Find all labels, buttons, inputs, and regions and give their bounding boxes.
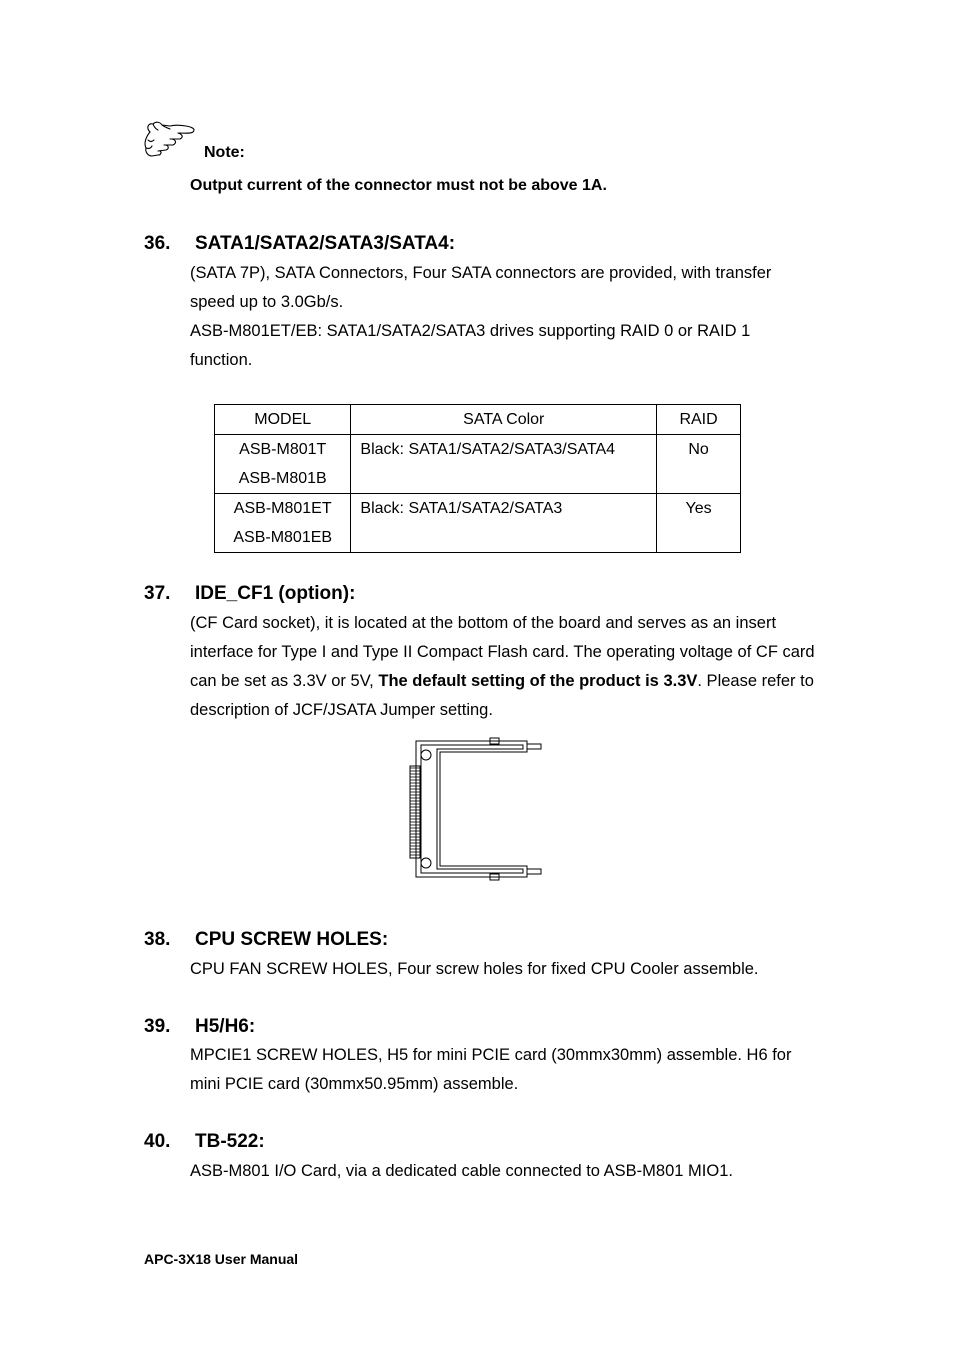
- section-title: CPU SCREW HOLES:: [195, 929, 389, 950]
- section-number: 37.: [144, 583, 171, 604]
- cf-card-socket-icon: [405, 735, 547, 887]
- table-header-row: [215, 405, 741, 435]
- table-row: [215, 494, 741, 553]
- section-body: [190, 1041, 815, 1099]
- note-text: Output current of the connector must not be above 1A.: [190, 177, 607, 194]
- table-row: [215, 435, 741, 494]
- section-body: [190, 609, 815, 725]
- model-name: ASB-M801B: [238, 470, 327, 487]
- section-title: IDE_CF1 (option):: [195, 583, 356, 604]
- section-title: H5/H6:: [195, 1016, 256, 1037]
- section-body: [190, 955, 815, 984]
- section-number: 36.: [144, 233, 171, 254]
- paragraph: [190, 609, 815, 725]
- paragraph: MPCIE1 SCREW HOLES, H5 for mini PCIE card (30mmx30mm) assemble. H6 for mini PCIE card (30mmx50.95mm) assemble.: [190, 1046, 792, 1093]
- table-cell-raid: Yes: [657, 494, 741, 553]
- pointing-hand-icon: [140, 118, 200, 166]
- table-cell-color: Black: SATA1/SATA2/SATA3: [351, 494, 657, 553]
- section-body: [190, 259, 815, 375]
- paragraph-text: . Please refer to description of JCF/JSATA Jumper setting.: [190, 672, 814, 719]
- paragraph: CPU FAN SCREW HOLES, Four screw holes for fixed CPU Cooler assemble.: [190, 960, 759, 978]
- table-header-cell: RAID: [657, 405, 741, 435]
- table-cell-color: Black: SATA1/SATA2/SATA3/SATA4: [351, 435, 657, 494]
- section-title: TB-522:: [195, 1131, 265, 1152]
- section-body: [190, 1157, 815, 1186]
- table-header-cell: MODEL: [215, 405, 351, 435]
- note-label: Note:: [204, 144, 245, 161]
- section-number: 39.: [144, 1016, 171, 1037]
- table-cell-raid: No: [657, 435, 741, 494]
- paragraph: ASB-M801 I/O Card, via a dedicated cable connected to ASB-M801 MIO1.: [190, 1162, 733, 1180]
- default-setting-text: The default setting of the product is 3.3V: [378, 672, 698, 690]
- table-cell-model: [215, 494, 351, 553]
- model-name: ASB-M801ET: [233, 500, 332, 517]
- sata-table: [214, 404, 741, 553]
- paragraph: ASB-M801ET/EB: SATA1/SATA2/SATA3 drives supporting RAID 0 or RAID 1 function.: [190, 322, 751, 369]
- model-name: ASB-M801EB: [233, 529, 333, 546]
- section-number: 40.: [144, 1131, 171, 1152]
- section-number: 38.: [144, 929, 171, 950]
- paragraph-text: (CF Card socket), it is located at the bottom of the board and serves as an insert interface for Type I and Type II Compact Flash card. The operating voltage of CF card can be set as 3.3V or 5V,: [190, 614, 815, 690]
- paragraph: (SATA 7P), SATA Connectors, Four SATA connectors are provided, with transfer speed up to 3.0Gb/s.: [190, 264, 772, 311]
- model-name: ASB-M801T: [239, 441, 327, 458]
- table-header-cell: SATA Color: [351, 405, 657, 435]
- section-title: SATA1/SATA2/SATA3/SATA4:: [195, 233, 456, 254]
- table-cell-model: [215, 435, 351, 494]
- footer-manual-title: APC-3X18 User Manual: [144, 1251, 299, 1267]
